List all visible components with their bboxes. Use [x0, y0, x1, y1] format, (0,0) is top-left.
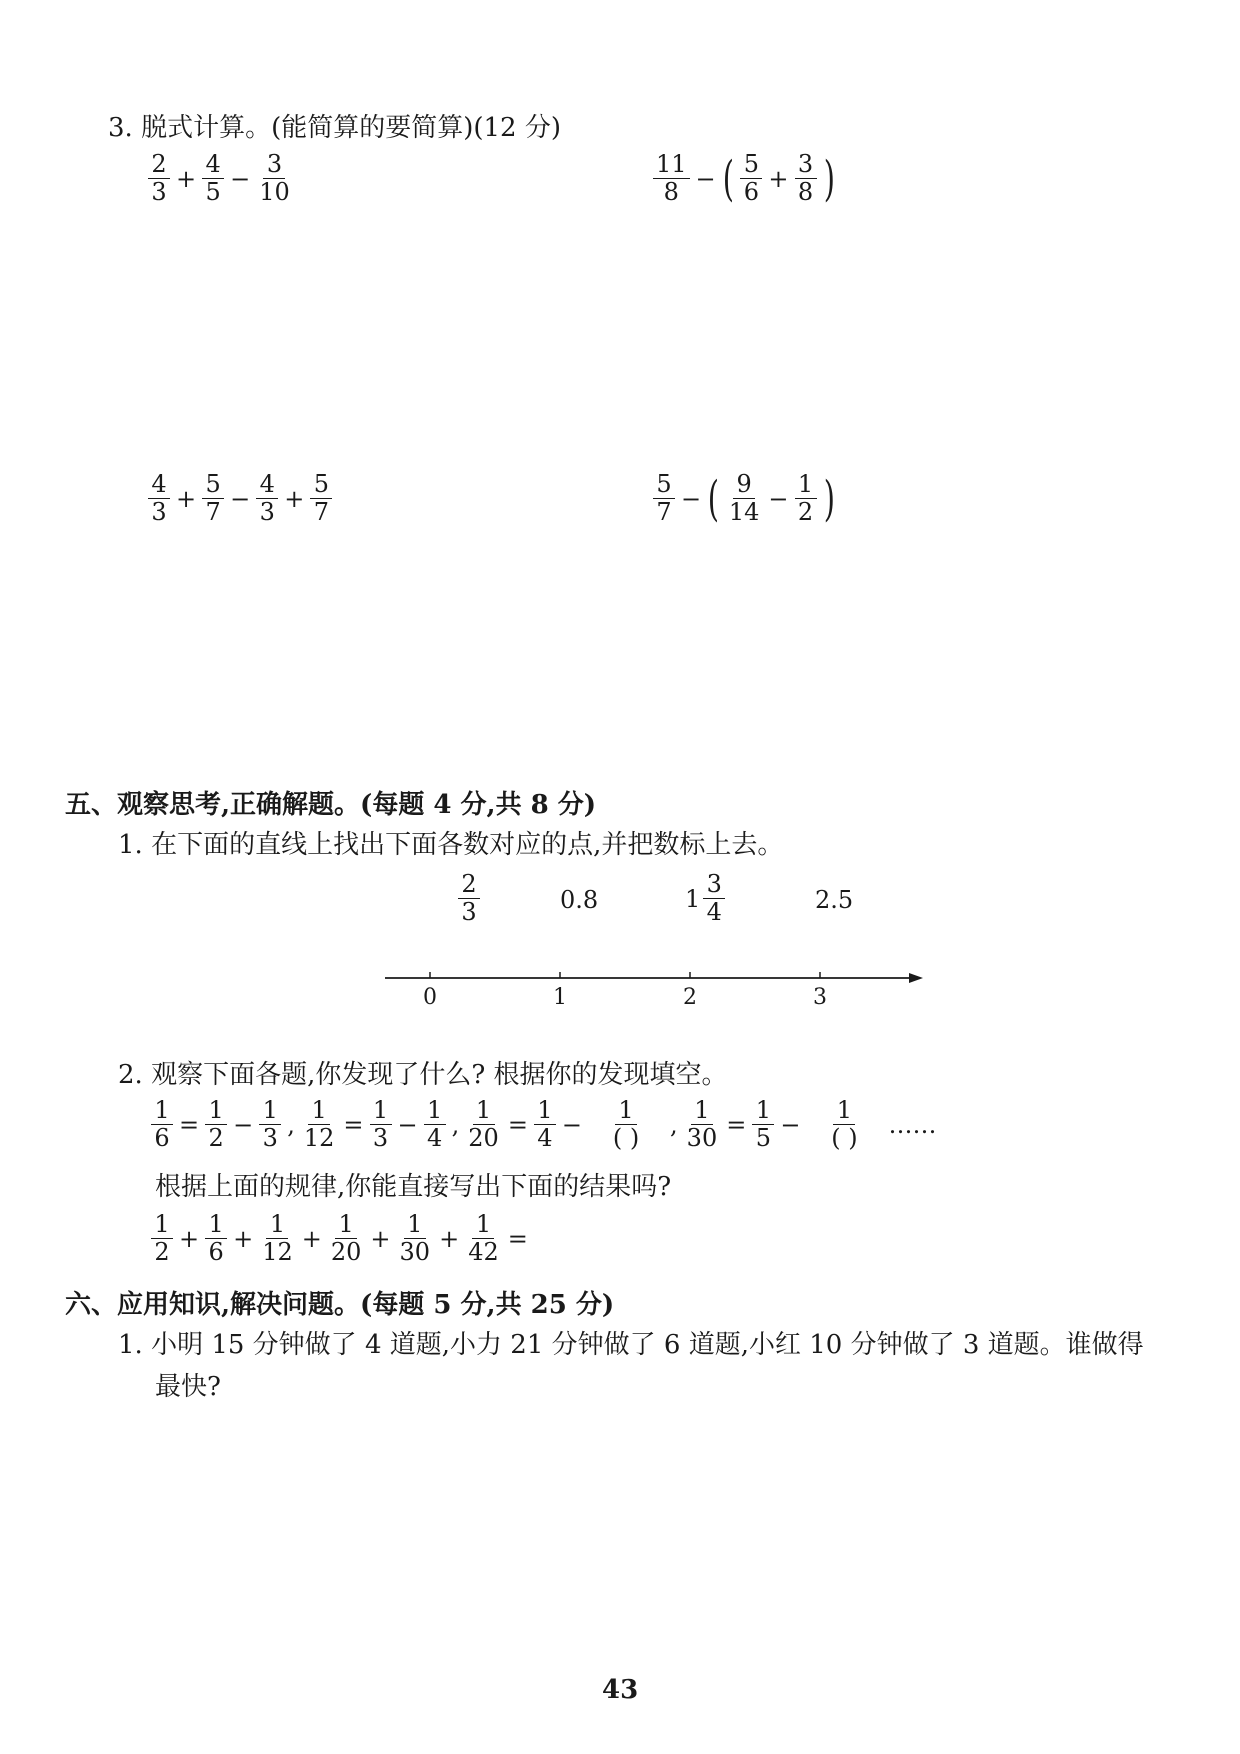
fraction: $\frac{2}{3}$: [148, 152, 170, 205]
fraction: $\frac{5}{7}$: [310, 472, 332, 525]
number-two-thirds: $\frac{2}{3}$: [455, 872, 483, 925]
expression-4: $\frac{5}{7}$ − ( $\frac{9}{14}$ − $\frac{1}{2}$ ): [650, 472, 838, 525]
fraction: $\frac{3}{8}$: [795, 152, 817, 205]
fraction: $\frac{5}{7}$: [202, 472, 224, 525]
q1-text: 1. 在下面的直线上找出下面各数对应的点,并把数标上去。: [118, 830, 784, 860]
q2-text2: 根据上面的规律,你能直接写出下面的结果吗?: [155, 1172, 672, 1202]
tick-label: 3: [813, 985, 827, 1010]
fraction: $\frac{4}{3}$: [148, 472, 170, 525]
number-2-5: 2.5: [815, 886, 854, 914]
expression-1: $\frac{2}{3}$ + $\frac{4}{5}$ − $\frac{3}{10}$: [145, 152, 296, 205]
tick-label: 0: [423, 985, 437, 1010]
page-number: 43: [602, 1675, 639, 1705]
q3-title: 3. 脱式计算。(能简算的要简算)(12 分): [108, 113, 561, 143]
pattern-row: $\frac{1}{6}$ = $\frac{1}{2}$ − $\frac{1}{3}$ , $\frac{1}{12}$ = $\frac{1}{3}$ − $\frac{1}{4}$ , $\frac{1}{20}$ = $\frac{1}{4}$ − $\frac{1}{( )}$ , $\frac{1}{30}$ = $\frac{1}{5}$ − $\frac{1}{( )}$ ……: [148, 1098, 939, 1151]
fraction: $\frac{4}{5}$: [202, 152, 224, 205]
fraction: $\frac{3}{10}$: [259, 150, 290, 207]
fraction: $\frac{9}{14}$: [728, 470, 760, 527]
number-line: [385, 968, 925, 1018]
q6-1-line1: 1. 小明 15 分钟做了 4 道题,小力 21 分钟做了 6 道题,小红 10 分钟做了 3 道题。谁做得: [118, 1330, 1144, 1360]
expression-2: $\frac{11}{8}$ − ( $\frac{5}{6}$ + $\frac{3}{8}$ ): [650, 152, 838, 205]
fraction: $\frac{1}{2}$: [795, 472, 817, 525]
fraction: $\frac{5}{7}$: [653, 472, 675, 525]
expression-3: $\frac{4}{3}$ + $\frac{5}{7}$ − $\frac{4}{3}$ + $\frac{5}{7}$: [145, 472, 335, 525]
tick-label: 2: [683, 985, 697, 1010]
section5-heading: 五、观察思考,正确解题。(每题 4 分,共 8 分): [65, 790, 597, 820]
sum-expression: $\frac{1}{2}$ + $\frac{1}{6}$ + $\frac{1}{12}$ + $\frac{1}{20}$ + $\frac{1}{30}$ + $\frac{1}{42}$ =: [148, 1212, 531, 1265]
fraction: $\frac{11}{8}$: [653, 152, 690, 205]
blank-answer[interactable]: $\frac{1}{( )}$: [612, 1096, 640, 1153]
tick-label: 1: [553, 985, 567, 1010]
q6-1-line2: 最快?: [155, 1372, 221, 1402]
q2-text: 2. 观察下面各题,你发现了什么? 根据你的发现填空。: [118, 1060, 728, 1090]
section6-heading: 六、应用知识,解决问题。(每题 5 分,共 25 分): [65, 1290, 615, 1320]
blank-answer[interactable]: $\frac{1}{( )}$: [831, 1096, 858, 1153]
fraction: $\frac{5}{6}$: [740, 152, 762, 205]
number-one-three-quarters: 1 $\frac{3}{4}$: [685, 872, 728, 925]
fraction: $\frac{4}{3}$: [256, 472, 278, 525]
number-0-8: 0.8: [560, 886, 599, 914]
